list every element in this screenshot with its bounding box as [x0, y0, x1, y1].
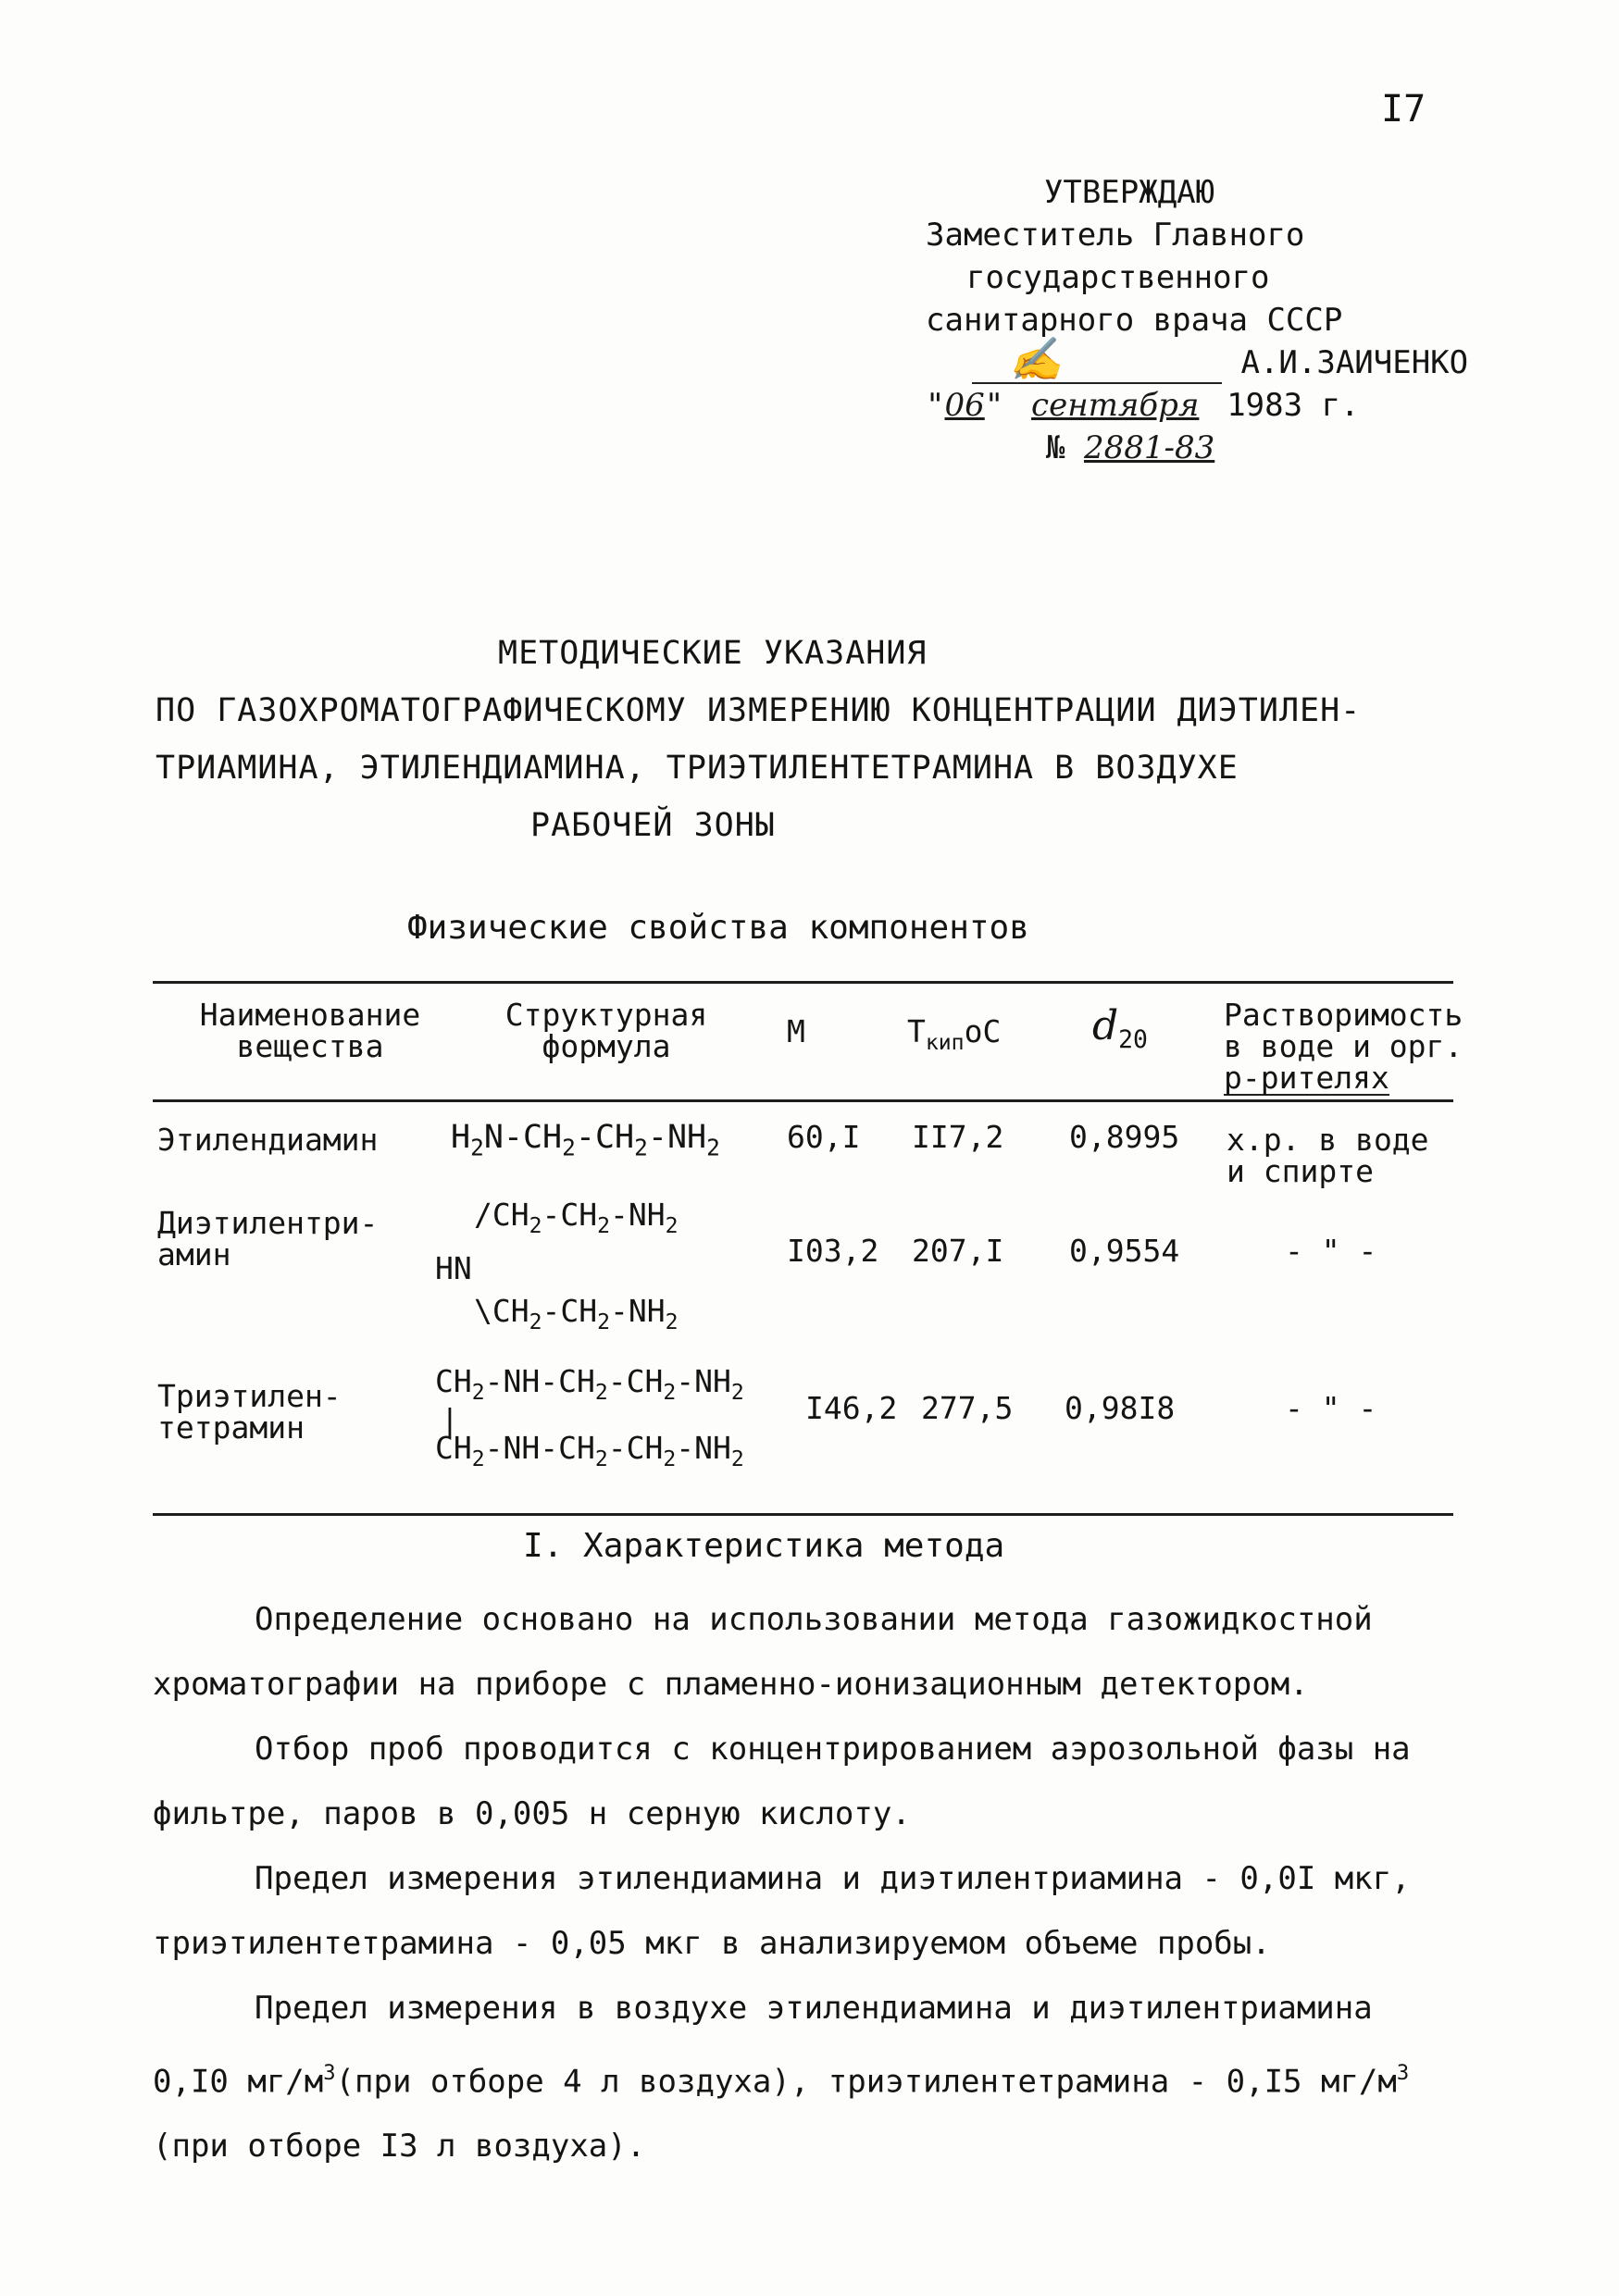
signature-mark: ✍: [1009, 334, 1063, 384]
section-heading: I. Характеристика метода: [523, 1527, 1005, 1565]
row2-name: Диэтилентри- амин: [157, 1205, 379, 1272]
paragraph-4: Предел измерения в воздухе этилендиамина и диэтилентриамина 0,I0 $мг/м^3(при$ отборе 4 л воздуха), триэтилентетрамина - 0,I5 $мг/м^3$ (при отборе I3 л воздуха).: [153, 1990, 1410, 2166]
approver-name: А.И.ЗАИЧЕНКО: [1240, 344, 1469, 381]
row3-name: Триэтилен- тетрамин: [157, 1378, 342, 1446]
row1-name: Этилендиамин: [157, 1122, 379, 1158]
paragraph-3: Предел измерения этилендиамина и диэтилентриамина - 0,0I мкг, триэтилентетрамина - 0,05 мкг в анализируемом объеме пробы.: [153, 1860, 1411, 1962]
row1-d20: 0,8995: [1069, 1119, 1180, 1155]
signature: [972, 334, 1222, 384]
paragraph-2: Отбор проб проводится с концентрированием аэрозольной фазы на фильтре, паров в 0,005 н серную кислоту.: [153, 1731, 1411, 1832]
date-month: сентября: [1031, 387, 1200, 424]
title-line-2: ПО ГАЗОХРОМАТОГРАФИЧЕСКОМУ ИЗМЕРЕНИЮ КОНЦЕНТРАЦИИ ДИЭТИЛЕН-: [156, 692, 1362, 729]
row2-tkip: 207,I: [912, 1233, 1004, 1269]
approval-date: "06" сентября 1983 г.: [926, 384, 1518, 427]
row3-solubility: - " -: [1285, 1390, 1377, 1426]
row3-tkip: 277,5: [921, 1390, 1014, 1426]
row2-solubility: - " -: [1285, 1233, 1377, 1269]
header-name: Наименование вещества: [199, 997, 421, 1064]
row2-d20: 0,9554: [1069, 1233, 1180, 1269]
header-solubility: Растворимость в воде и орг. р-рителях: [1224, 997, 1463, 1096]
paragraph-1: Определение основано на использовании метода газожидкостной хроматографии на приборе с пламенно-ионизационным детектором.: [153, 1601, 1373, 1703]
header-tkip: $Т_{кип}оС$: [907, 1013, 1002, 1056]
approval-heading: УТВЕРЖДАЮ: [1043, 174, 1215, 211]
approval-line-3: санитарного врача СССР: [926, 302, 1343, 339]
approval-line-2: государственного: [966, 259, 1270, 296]
approval-block: [926, 171, 1518, 469]
document-title: [156, 625, 1362, 854]
row2-formula: $/CH_2-CH_2-NH_2$ HN $\backslash CH_2-CH_2-NH_2$: [435, 1197, 679, 1335]
page-number: I7: [1381, 88, 1426, 130]
row2-m: I03,2: [787, 1233, 879, 1269]
table-bottom-rule: [153, 1513, 1453, 1516]
row1-formula: $H_2N-CH_2-CH_2-NH_2$: [451, 1119, 720, 1161]
title-line-4: РАБОЧЕЙ ЗОНЫ: [530, 807, 776, 844]
approval-line-1: Заместитель Главного: [926, 217, 1305, 254]
header-d20: $d_{20}$: [1092, 1002, 1148, 1055]
number-prefix: №: [1046, 429, 1065, 466]
title-line-3: ТРИАМИНА, ЭТИЛЕНДИАМИНА, ТРИЭТИЛЕНТЕТРАМИНА В ВОЗДУХЕ: [156, 750, 1239, 787]
row3-d20: 0,98I8: [1065, 1390, 1176, 1426]
row1-tkip: II7,2: [912, 1119, 1004, 1155]
row1-solubility: х.р. в воде и спирте: [1227, 1122, 1429, 1189]
header-formula: Структурная формула: [504, 997, 708, 1064]
date-year: 1983 г.: [1227, 387, 1360, 424]
table-caption: Физические свойства компонентов: [407, 909, 1029, 947]
number-value: 2881-83: [1083, 429, 1215, 466]
date-day: 06: [944, 387, 985, 424]
signature-row: [926, 334, 1518, 384]
row1-m: 60,I: [787, 1119, 861, 1155]
title-line-1: МЕТОДИЧЕСКИЕ УКАЗАНИЯ: [498, 635, 928, 672]
header-m: М: [787, 1013, 805, 1049]
approval-number: [926, 427, 1518, 469]
table-top-rule: [153, 981, 1453, 984]
row3-formula: $CH_2-NH-CH_2-CH_2-NH_2$ | $CH_2-NH-CH_2-CH_2-NH_2$: [435, 1363, 744, 1472]
table-header-rule: [153, 1099, 1453, 1102]
body-text: [153, 1587, 1467, 2178]
row3-m: I46,2: [805, 1390, 898, 1426]
